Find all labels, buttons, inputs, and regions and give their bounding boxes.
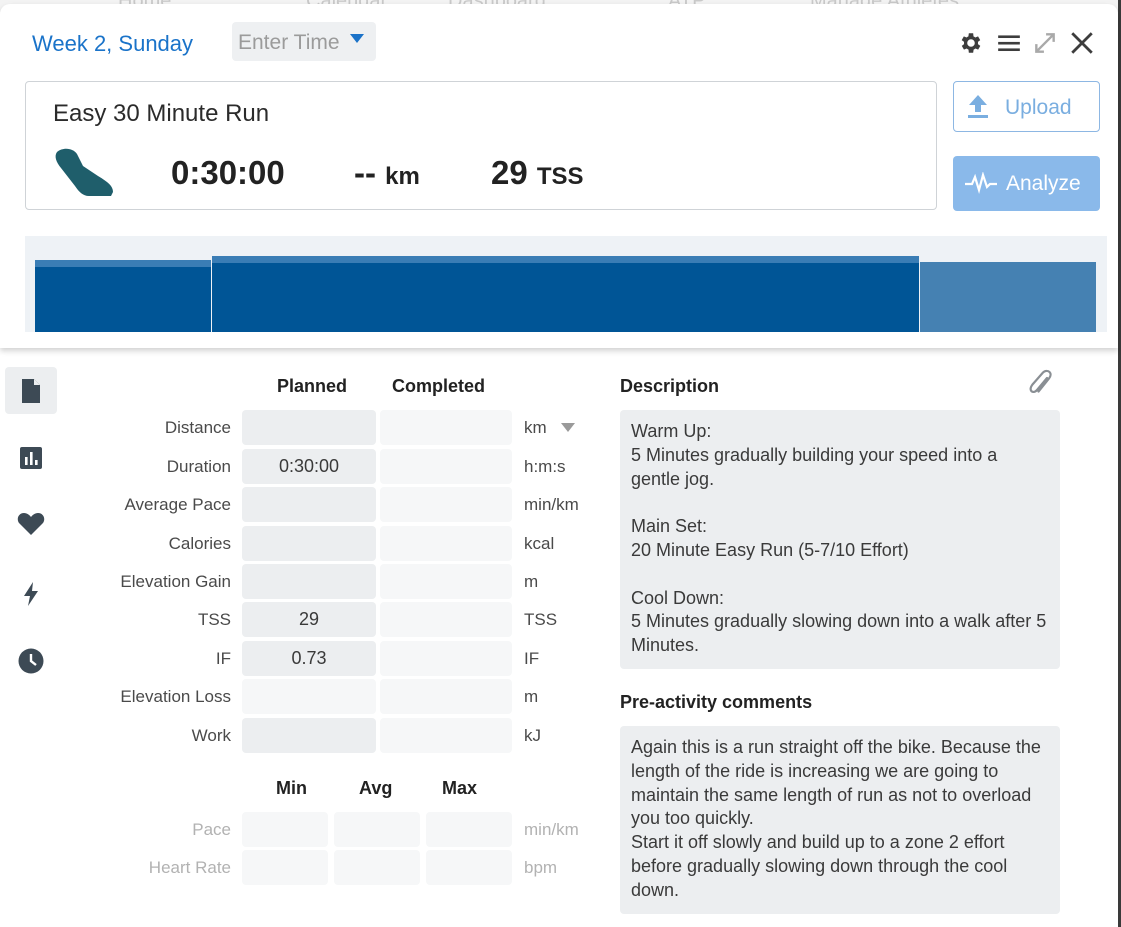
completed-calories-field[interactable] <box>380 526 512 561</box>
planned-pace-field[interactable] <box>242 487 376 522</box>
completed-elevation-gain-field[interactable] <box>380 564 512 599</box>
row-label: Average Pace <box>124 495 231 514</box>
running-shoe-icon <box>53 146 115 198</box>
min-column-header: Min <box>276 778 307 798</box>
completed-tss-field[interactable] <box>380 602 512 637</box>
description-text[interactable]: Warm Up: 5 Minutes gradually building your speed into a gentle jog. Main Set: 20 Minute Easy Run (5-7/10 Effort) Cool Down: 5 Minutes gradually slowing down into a walk after 5 Minutes. <box>620 410 1060 669</box>
planned-calories-field[interactable] <box>242 526 376 561</box>
expand-icon[interactable] <box>1032 30 1058 56</box>
planned-elevation-loss-field[interactable] <box>242 679 376 714</box>
caret-down-icon[interactable] <box>561 423 575 432</box>
workout-summary <box>25 81 937 210</box>
heart-rate-avg-field[interactable] <box>334 850 420 885</box>
pace-avg-field[interactable] <box>334 812 420 847</box>
unit-label: IF <box>524 649 540 668</box>
page-title: Week 2, Sunday <box>32 31 194 56</box>
caret-down-icon <box>350 34 364 43</box>
workout-title: Easy 30 Minute Run <box>53 100 270 127</box>
row-label: Pace <box>192 820 231 839</box>
tss-unit: TSS <box>536 163 584 190</box>
paperclip-icon[interactable] <box>1028 369 1054 399</box>
analyze-button[interactable] <box>953 156 1100 211</box>
row-label: Heart Rate <box>148 858 231 877</box>
planned-duration-field[interactable]: 0:30:00 <box>242 449 376 484</box>
row-label: Work <box>191 726 231 745</box>
unit-label: m <box>524 572 539 591</box>
upload-label: Upload <box>1005 96 1072 119</box>
unit-label: min/km <box>524 495 579 514</box>
planned-if-field[interactable]: 0.73 <box>242 641 376 676</box>
unit-label: m <box>524 687 539 706</box>
planned-tss-field[interactable]: 29 <box>242 602 376 637</box>
close-icon[interactable] <box>1069 30 1095 56</box>
analyze-label: Analyze <box>1006 172 1081 195</box>
completed-distance-field[interactable] <box>380 410 512 445</box>
time-select-placeholder: Enter Time <box>238 31 340 54</box>
tss-value: 29 <box>491 154 528 191</box>
heart-icon <box>17 512 45 536</box>
workout-structure-chart <box>25 236 1107 332</box>
row-label: Elevation Loss <box>120 687 231 706</box>
row-label: Calories <box>168 534 231 553</box>
distance-value: -- <box>354 154 376 191</box>
pulse-icon <box>964 172 998 194</box>
distance-unit: km <box>385 163 420 190</box>
workout-modal-header <box>0 4 1118 348</box>
avg-column-header: Avg <box>359 778 393 798</box>
pace-min-field[interactable] <box>242 812 328 847</box>
pace-max-field[interactable] <box>426 812 512 847</box>
comments-title: Pre-activity comments <box>620 692 813 712</box>
description-title: Description <box>620 376 720 396</box>
duration-value: 0:30:00 <box>171 154 285 191</box>
planned-column-header: Planned <box>277 376 348 396</box>
row-label: IF <box>215 649 231 668</box>
upload-icon <box>966 94 990 120</box>
heart-rate-max-field[interactable] <box>426 850 512 885</box>
unit-label: min/km <box>524 820 579 839</box>
workout-segment-bar[interactable] <box>35 260 211 332</box>
tss-stat <box>491 154 584 192</box>
rail-item-details[interactable] <box>5 367 57 414</box>
max-column-header: Max <box>442 778 478 798</box>
gear-icon[interactable] <box>958 30 984 56</box>
heart-rate-min-field[interactable] <box>242 850 328 885</box>
workout-segment-bar[interactable] <box>920 262 1096 332</box>
unit-label: bpm <box>524 858 558 877</box>
completed-elevation-loss-field[interactable] <box>380 679 512 714</box>
row-label: TSS <box>197 610 231 629</box>
distance-unit-select[interactable]: km <box>524 418 547 437</box>
planned-work-field[interactable] <box>242 718 376 753</box>
time-select[interactable] <box>232 22 376 61</box>
workout-segment-bar[interactable] <box>212 256 919 332</box>
menu-icon[interactable] <box>996 30 1022 56</box>
row-label: Distance <box>164 418 231 437</box>
unit-label: h:m:s <box>524 457 566 476</box>
planned-elevation-gain-field[interactable] <box>242 564 376 599</box>
unit-label: kcal <box>524 534 555 553</box>
row-label: Duration <box>166 457 231 476</box>
completed-column-header: Completed <box>392 376 486 396</box>
upload-button[interactable] <box>953 81 1100 132</box>
completed-duration-field[interactable] <box>380 449 512 484</box>
pre-activity-comments-text[interactable]: Again this is a run straight off the bike. Because the length of the ride is increasing we are going to maintain the same length of run as not to overload you too quickly. Start it off slowly and build up to a zone 2 effort before gradually slowing down through the cool down. <box>620 726 1060 914</box>
completed-if-field[interactable] <box>380 641 512 676</box>
document-icon <box>19 378 43 404</box>
completed-pace-field[interactable] <box>380 487 512 522</box>
unit-label: kJ <box>524 726 541 745</box>
row-label: Elevation Gain <box>120 572 231 591</box>
distance-stat <box>354 154 420 192</box>
unit-label: TSS <box>524 610 558 629</box>
planned-distance-field[interactable] <box>242 410 376 445</box>
completed-work-field[interactable] <box>380 718 512 753</box>
